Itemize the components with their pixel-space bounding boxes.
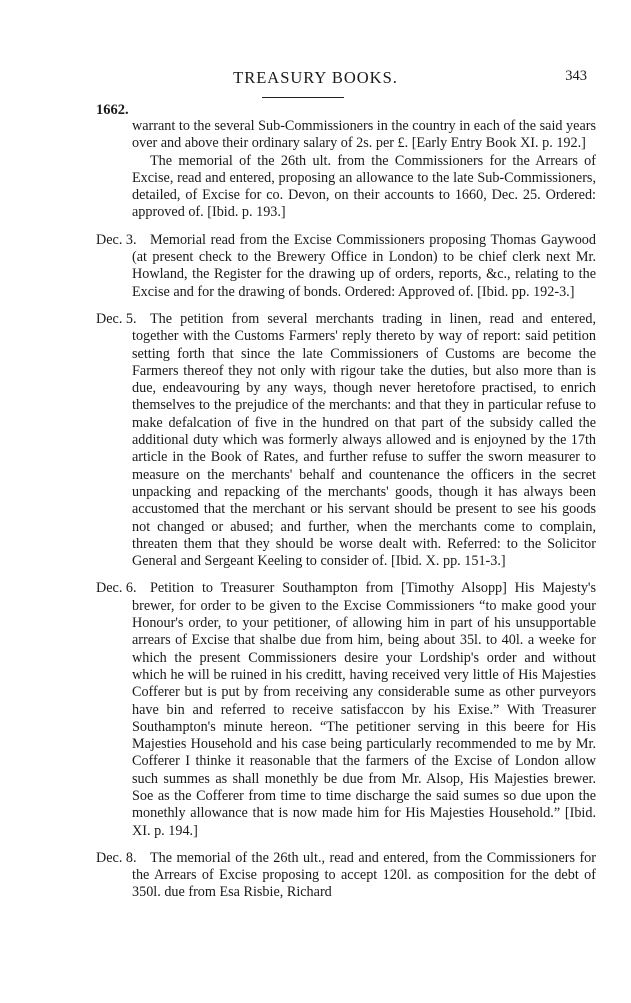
paragraph: The memorial of the 26th ult. from the Commissioners for the Arrears of Excise, read and entered, proposing an allowance to the late Sub-Commissioners, detailed, of Excise for co. Devon, on their accounts to 1660, Dec. 25. Ordered: approved of. [Ibid. p. 193.] — [132, 152, 596, 221]
header-rule — [262, 97, 344, 98]
paragraph: The memorial of the 26th ult., read and entered, from the Commissioners for the Arrears of Excise proposing to accept 120l. as composition for the debt of 350l. due from Esa Risbie, Richard — [132, 849, 596, 901]
margin-year: 1662. — [96, 102, 129, 118]
entry-continued — [96, 118, 596, 222]
entry-date: Dec. 5. — [96, 310, 137, 327]
entry-dec-6 — [96, 580, 596, 839]
entry-date: Dec. 6. — [96, 580, 137, 597]
entry-date: Dec. 8. — [96, 849, 137, 866]
paragraph: The petition from several merchants trading in linen, read and entered, together with the Customs Farmers' reply thereto by way of report: said petition setting forth that since the late Commissioners of Customs are become the Farmers thereof they not only with rigour take the duties, but also more than is due, endeavouring by any ways, though never heretofore practised, to enrich themselves to the prejudice of the merchants: and that they in particular refuse to make defalcation of five in the hundred on that part of the subsidy called the additional duty which was formerly always allowed and is enjoyned by the 17th article in the Book of Rates, and further refuse to suffer the sworn measurer to measure on the merchants' behalf and countenance the officers in the secret unpacking and repacking of the merchants' goods, though it has always been accustomed that the merchant or his servant should be present to see his goods not changed or abused; and further, when the merchants come to complain, threaten them that they should be worse dealt with. Referred: to the Solicitor General and Sergeant Keeling to consider of. [Ibid. X. pp. 151-3.] — [132, 310, 596, 570]
page-body — [96, 118, 596, 912]
page-number: 343 — [565, 68, 587, 84]
paragraph: Petition to Treasurer Southampton from [Timothy Alsopp] His Majesty's brewer, for order to be given to the Excise Commissioners “to make good your Honour's order, to your petitioner, of allowing him in part of his unsupportable arrears of Excise that shalbe due from him, being about 35l. to 40l. a weeke for which the present Commissioners desire your Lordship's order and without which he will be ruined in his creditt, having received very little of His Majesties Cofferer but is put by from receiving any considerable sume as other purveyors have bin and referred to receive satisfaccon by his Exise.” With Treasurer Southampton's minute hereon. “The petitioner serving in this beere for His Majesties Household and his case being particularly recommended to me by Mr. Cofferer I thinke it reasonable that the farmers of the Excise of London allow such summes as shall monethly be due from Mr. Alsop, His Majesties brewer. Soe as the Cofferer from time to time discharge the said sumes so due upon the monethly allowance that is now made him for His Majesties Household.” [Ibid. XI. p. 194.] — [132, 580, 596, 839]
entry-date: Dec. 3. — [96, 231, 137, 248]
paragraph: warrant to the several Sub-Commissioners in the country in each of the said years over and above their ordinary salary of 2s. per £. [Early Entry Book XI. p. 192.] — [132, 118, 596, 152]
entry-dec-8 — [96, 850, 596, 902]
paragraph: Memorial read from the Excise Commissioners proposing Thomas Gaywood (at present check to the Brewery Office in London) to be chief clerk next Mr. Howland, the Register for the drawing up of orders, reports, &c., relating to the Excise and for the drawing of bonds. Ordered: Approved of. [Ibid. pp. 192-3.] — [132, 231, 596, 300]
running-header-title: TREASURY BOOKS. — [233, 68, 398, 87]
entry-dec-5 — [96, 311, 596, 570]
entry-dec-3 — [96, 232, 596, 301]
